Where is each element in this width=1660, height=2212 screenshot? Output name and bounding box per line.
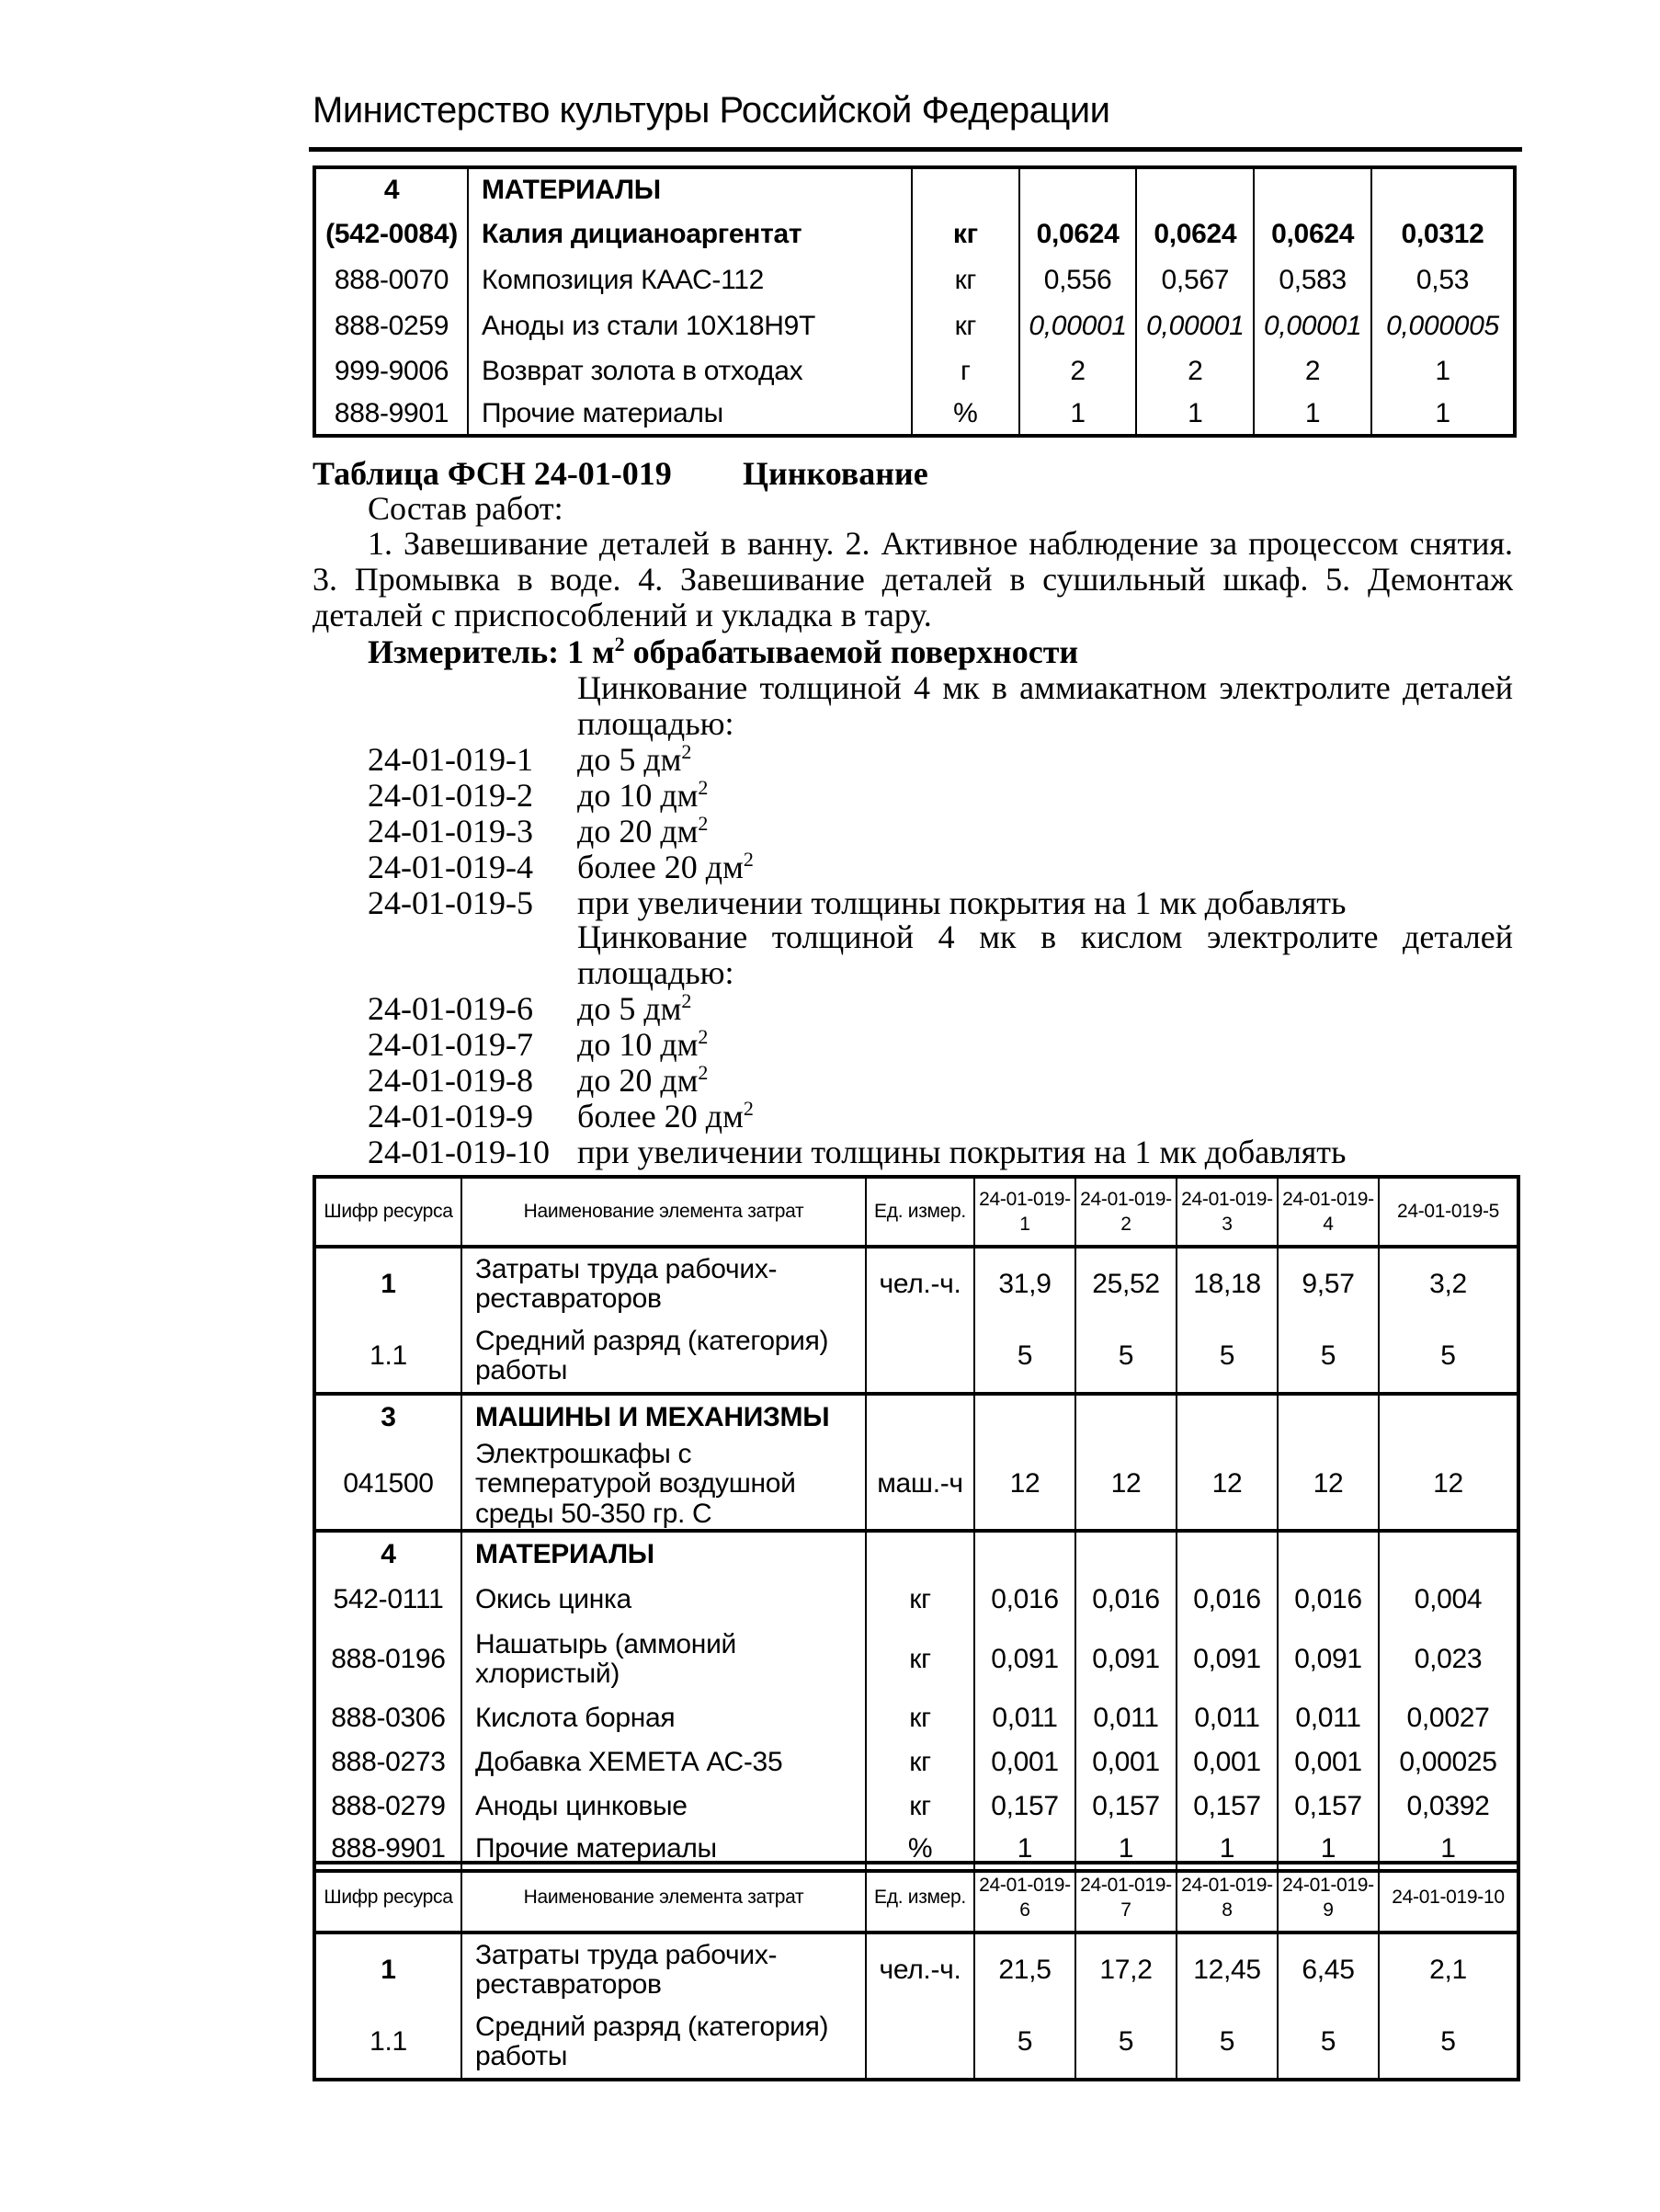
table-row (314, 393, 1515, 436)
header-unit: Ед. измер. (866, 1863, 974, 1933)
value-cell: 5 (1278, 1320, 1379, 1394)
value-cell: 0,011 (1177, 1696, 1278, 1740)
header-col: 24-01-019-5 (1379, 1177, 1518, 1247)
value-cell: 12 (1379, 1440, 1518, 1531)
resource-code: 888-0196 (314, 1623, 461, 1696)
section-heading: МАТЕРИАЛЫ (461, 1531, 866, 1577)
value-cell: 0,556 (1019, 257, 1137, 303)
value-cell: 0,157 (974, 1784, 1075, 1829)
value-cell: 0,157 (1075, 1784, 1177, 1829)
list-item: 24-01-019-7 до 10 $дм^2$ (368, 1025, 709, 1063)
resource-code: 4 (314, 167, 468, 211)
value-cell: 0,023 (1379, 1623, 1518, 1696)
unit: чел.-ч. (866, 1933, 974, 2006)
value-cell: 0,011 (1278, 1696, 1379, 1740)
value-cell: 5 (1177, 1320, 1278, 1394)
list-item: 24-01-019-6 до 5 $дм^2$ (368, 989, 692, 1027)
unit (866, 1320, 974, 1394)
value-cell: 1 (1278, 1829, 1379, 1871)
header-code: Шифр ресурса (314, 1863, 461, 1933)
resource-code: (542-0084) (314, 211, 468, 257)
list-item: 24-01-019-3 до 20 $дм^2$ (368, 812, 709, 849)
value-cell: 0,001 (1278, 1740, 1379, 1784)
table-header-row (314, 1863, 1518, 1933)
resource-name: Затраты труда рабочих-реставраторов (461, 1933, 866, 2006)
resource-code: 4 (314, 1531, 461, 1577)
value-cell: 0,016 (1075, 1577, 1177, 1623)
unit: % (866, 1829, 974, 1871)
value-cell: 0,011 (974, 1696, 1075, 1740)
value-cell: 5 (1379, 2006, 1518, 2080)
value-cell: 1 (974, 1829, 1075, 1871)
section-heading: МАШИНЫ И МЕХАНИЗМЫ (461, 1394, 866, 1440)
resource-name: Средний разряд (категория) работы (461, 2006, 866, 2080)
group2-list (368, 991, 1346, 1170)
value-cell: 0,001 (1075, 1740, 1177, 1784)
group1-description: Цинкование толщиной 4 мк в аммиакатном электролите деталей площадью: (577, 669, 1513, 742)
value-cell: 12 (1075, 1440, 1177, 1531)
value-cell: 0,091 (974, 1623, 1075, 1696)
header-name: Наименование элемента затрат (461, 1177, 866, 1247)
value-cell: 5 (974, 1320, 1075, 1394)
unit: кг (866, 1696, 974, 1740)
value-cell: 0,53 (1371, 257, 1515, 303)
header-col: 24-01-019-6 (974, 1863, 1075, 1933)
table-row (314, 211, 1515, 257)
table-row (314, 1440, 1518, 1531)
resource-name: Нашатырь (аммоний хлористый) (461, 1623, 866, 1696)
value-cell: 25,52 (1075, 1247, 1177, 1320)
value-cell: 5 (1278, 2006, 1379, 2080)
resource-name: Прочие материалы (468, 393, 912, 436)
value-cell: 0,0027 (1379, 1696, 1518, 1740)
resource-code: 888-9901 (314, 393, 468, 436)
resource-code: 999-9006 (314, 349, 468, 393)
unit (866, 2006, 974, 2080)
value-cell: 5 (1075, 2006, 1177, 2080)
list-item: 24-01-019-2 до 10 $дм^2$ (368, 776, 709, 814)
resource-code: 888-9901 (314, 1829, 461, 1871)
resource-name: Добавка ХЕМЕТА АС-35 (461, 1740, 866, 1784)
value-cell: 2,1 (1379, 1933, 1518, 2006)
table-row (314, 1577, 1518, 1623)
resource-code: 1 (314, 1933, 461, 2006)
resource-name: Кислота борная (461, 1696, 866, 1740)
unit: кг (912, 211, 1019, 257)
value-cell: 0,004 (1379, 1577, 1518, 1623)
table-row (314, 167, 1515, 211)
top-materials-table (313, 165, 1517, 438)
table-row (314, 1696, 1518, 1740)
resource-name: Средний разряд (категория) работы (461, 1320, 866, 1394)
value-cell: 1 (1019, 393, 1137, 436)
value-cell: 5 (1379, 1320, 1518, 1394)
resource-name: Аноды из стали 10Х18Н9Т (468, 303, 912, 349)
value-cell: 1 (1371, 349, 1515, 393)
header-col: 24-01-019-2 (1075, 1177, 1177, 1247)
resource-code: 542-0111 (314, 1577, 461, 1623)
table-row (314, 257, 1515, 303)
unit: % (912, 393, 1019, 436)
value-cell: 0,001 (1177, 1740, 1278, 1784)
resource-code: 1 (314, 1247, 461, 1320)
list-item: 24-01-019-5 при увеличении толщины покрытия на 1 мк добавлять (368, 884, 1347, 921)
value-cell: 0,091 (1278, 1623, 1379, 1696)
unit: чел.-ч. (866, 1247, 974, 1320)
value-cell: 2 (1136, 349, 1254, 393)
resource-name: Возврат золота в отходах (468, 349, 912, 393)
table-title (313, 455, 928, 492)
value-cell: 1 (1254, 393, 1371, 436)
value-cell: 5 (1177, 2006, 1278, 2080)
value-cell: 0,00025 (1379, 1740, 1518, 1784)
value-cell: 0,157 (1177, 1784, 1278, 1829)
value-cell: 0,583 (1254, 257, 1371, 303)
value-cell: 0,011 (1075, 1696, 1177, 1740)
resource-name: Аноды цинковые (461, 1784, 866, 1829)
header-col: 24-01-019-10 (1379, 1863, 1518, 1933)
resource-code: 888-0279 (314, 1784, 461, 1829)
list-item: 24-01-019-9 более 20 $дм^2$ (368, 1097, 754, 1135)
list-item: 24-01-019-1 до 5 $дм^2$ (368, 740, 692, 778)
resource-table-1-5 (313, 1175, 1520, 1873)
value-cell: 0,567 (1136, 257, 1254, 303)
group1-list (368, 742, 1346, 921)
value-cell: 0,0624 (1254, 211, 1371, 257)
table-row (314, 349, 1515, 393)
value-cell: 0,0312 (1371, 211, 1515, 257)
value-cell: 17,2 (1075, 1933, 1177, 2006)
header-col: 24-01-019-3 (1177, 1177, 1278, 1247)
group2-description: Цинкование толщиной 4 мк в кислом электролите деталей площадью: (577, 918, 1513, 991)
unit: кг (912, 303, 1019, 349)
value-cell: 0,000005 (1371, 303, 1515, 349)
table-row (314, 1394, 1518, 1440)
header-col: 24-01-019-7 (1075, 1863, 1177, 1933)
header-rule (309, 147, 1522, 152)
resource-code: 3 (314, 1394, 461, 1440)
unit: маш.-ч (866, 1440, 974, 1531)
section-heading: МАТЕРИАЛЫ (468, 167, 912, 211)
resource-name: Композиция КААС-112 (468, 257, 912, 303)
resource-name: Затраты труда рабочих-реставраторов (461, 1247, 866, 1320)
table-row (314, 303, 1515, 349)
value-cell: 12 (974, 1440, 1075, 1531)
resource-code: 888-0273 (314, 1740, 461, 1784)
meter-line: Измеритель: 1 $м^2$ обрабатываемой поверхности (368, 633, 1079, 670)
value-cell: 2 (1019, 349, 1137, 393)
value-cell: 0,0624 (1019, 211, 1137, 257)
unit: кг (866, 1740, 974, 1784)
header-col: 24-01-019-9 (1278, 1863, 1379, 1933)
unit: кг (866, 1577, 974, 1623)
value-cell: 21,5 (974, 1933, 1075, 2006)
resource-code: 041500 (314, 1440, 461, 1531)
table-row (314, 1740, 1518, 1784)
unit: кг (866, 1784, 974, 1829)
value-cell: 1 (1379, 1829, 1518, 1871)
table-row (314, 1320, 1518, 1394)
value-cell: 5 (974, 2006, 1075, 2080)
resource-code: 888-0306 (314, 1696, 461, 1740)
composition-text: 1. Завешивание деталей в ванну. 2. Активное наблюдение за процессом снятия. 3. Промывка в воде. 4. Завешивание деталей в сушильный шкаф. 5. Демонтаж деталей с приспособлений и укладка в тару. (313, 525, 1513, 633)
value-cell: 0,001 (974, 1740, 1075, 1784)
value-cell: 1 (1075, 1829, 1177, 1871)
table-row (314, 1531, 1518, 1577)
table-row (314, 1933, 1518, 2006)
list-item: 24-01-019-10 при увеличении толщины покрытия на 1 мк добавлять (368, 1134, 1347, 1170)
value-cell: 0,00001 (1254, 303, 1371, 349)
value-cell: 0,00001 (1136, 303, 1254, 349)
resource-code: 1.1 (314, 1320, 461, 1394)
unit: г (912, 349, 1019, 393)
value-cell: 1 (1177, 1829, 1278, 1871)
header-code: Шифр ресурса (314, 1177, 461, 1247)
value-cell: 0,0624 (1136, 211, 1254, 257)
unit: кг (912, 257, 1019, 303)
table-row (314, 1247, 1518, 1320)
header-col: 24-01-019-8 (1177, 1863, 1278, 1933)
header-col: 24-01-019-4 (1278, 1177, 1379, 1247)
table-label: Таблица ФСН 24-01-019 (313, 455, 672, 492)
resource-code: 888-0259 (314, 303, 468, 349)
value-cell: 0,016 (1177, 1577, 1278, 1623)
value-cell: 6,45 (1278, 1933, 1379, 2006)
list-item: 24-01-019-4 более 20 $дм^2$ (368, 848, 754, 885)
value-cell: 0,091 (1177, 1623, 1278, 1696)
resource-code: 888-0070 (314, 257, 468, 303)
value-cell: 31,9 (974, 1247, 1075, 1320)
table-row (314, 1623, 1518, 1696)
table-header-row (314, 1177, 1518, 1247)
value-cell: 5 (1075, 1320, 1177, 1394)
resource-name: Окись цинка (461, 1577, 866, 1623)
list-item: 24-01-019-8 до 20 $дм^2$ (368, 1061, 709, 1099)
value-cell: 0,157 (1278, 1784, 1379, 1829)
resource-table-6-10 (313, 1861, 1520, 2081)
value-cell: 3,2 (1379, 1247, 1518, 1320)
value-cell: 1 (1371, 393, 1515, 436)
value-cell: 1 (1136, 393, 1254, 436)
header-unit: Ед. измер. (866, 1177, 974, 1247)
value-cell: 0,091 (1075, 1623, 1177, 1696)
value-cell: 0,016 (1278, 1577, 1379, 1623)
resource-name: Калия дицианоаргентат (468, 211, 912, 257)
value-cell: 9,57 (1278, 1247, 1379, 1320)
resource-name: Прочие материалы (461, 1829, 866, 1871)
value-cell: 12,45 (1177, 1933, 1278, 2006)
page-header: Министерство культуры Российской Федерации (313, 90, 1110, 131)
table-row (314, 2006, 1518, 2080)
resource-name: Электрошкафы с температурой воздушной среды 50-350 гр. С (461, 1440, 866, 1531)
resource-code: 1.1 (314, 2006, 461, 2080)
header-col: 24-01-019-1 (974, 1177, 1075, 1247)
value-cell: 18,18 (1177, 1247, 1278, 1320)
value-cell: 2 (1254, 349, 1371, 393)
header-name: Наименование элемента затрат (461, 1863, 866, 1933)
value-cell: 12 (1177, 1440, 1278, 1531)
value-cell: 12 (1278, 1440, 1379, 1531)
value-cell: 0,00001 (1019, 303, 1137, 349)
unit: кг (866, 1623, 974, 1696)
table-row (314, 1784, 1518, 1829)
table-name: Цинкование (743, 455, 928, 492)
composition-label: Состав работ: (368, 490, 563, 527)
value-cell: 0,0392 (1379, 1784, 1518, 1829)
value-cell: 0,016 (974, 1577, 1075, 1623)
